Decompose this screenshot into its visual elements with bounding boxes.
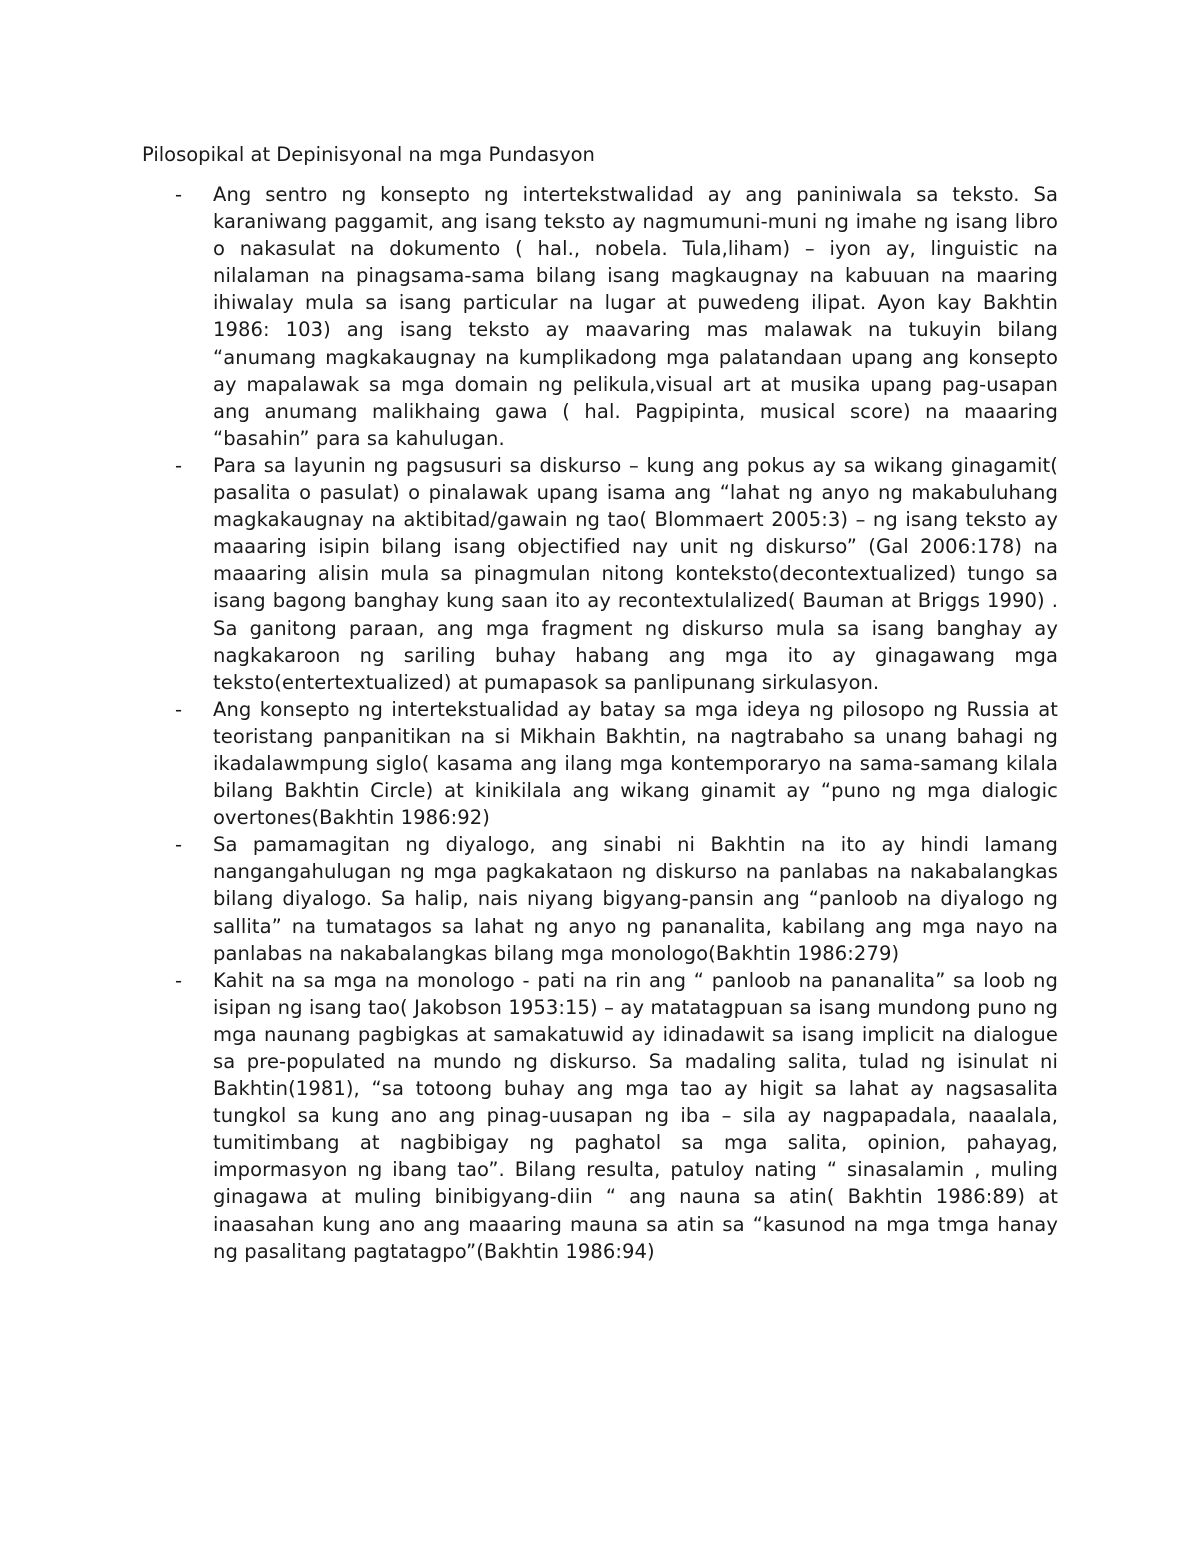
paragraph-text: Sa pamamagitan ng diyalogo, ang sinabi ni Bakhtin na ito ay hindi lamang nangangahulugan ng mga pagkakataon ng diskurso na panlabas na nakabalangkas bilang diyalogo. Sa halip, nais niyang bigyang-pansin ang “panloob na diyalogo ng sallita” na tumatagos sa lahat ng anyo ng pananalita, kabilang ang mga nayo na panlabas na nakabalangkas bilang mga monologo(Bakhtin 1986:279): [213, 833, 1058, 965]
bullet-dash: -: [175, 183, 183, 206]
list-item: [142, 831, 1058, 966]
document-title: Pilosopikal at Depinisyonal na mga Pundasyon: [142, 143, 595, 166]
bullet-dash: -: [175, 453, 183, 477]
bullet-dash: -: [175, 833, 183, 857]
list-item: [142, 181, 1058, 452]
paragraph-text: Para sa layunin ng pagsusuri sa diskurso – kung ang pokus ay sa wikang ginagamit( pasalita o pasulat) o pinalawak upang isama ang “lahat ng anyo ng makabuluhang magkakaugnay na aktibitad/gawain ng tao( Blommaert 2005:3) – ng isang teksto ay maaaring isipin bilang isang objectified nay unit ng diskurso” (Gal 2006:178) na maaaring alisin mula sa pinagmulan nitong konteksto(decontextualized) tungo sa isang bagong banghay kung saan ito ay recontextulalized( Bauman at Briggs 1990) . Sa ganitong paraan, ang mga fragment ng diskurso mula sa isang banghay ay nagkakaroon ng sariling buhay habang ang mga ito ay ginagawang mga teksto(entertextualized) at pumapasok sa panlipunang sirkulasyon.: [213, 453, 1058, 694]
bullet-dash: -: [175, 968, 183, 992]
paragraph-text: Kahit na sa mga na monologo - pati na rin ang “ panloob na pananalita” sa loob ng isipan ng isang tao( Jakobson 1953:15) – ay matatagpuan sa isang mundong puno ng mga naunang pagbigkas at samakatuwid ay idinadawit sa isang implicit na dialogue sa pre-populated na mundo ng diskurso. Sa madaling salita, tulad ng isinulat ni Bakhtin(1981), “sa totoong buhay ang mga tao ay higit sa lahat ay nagsasalita tungkol sa kung ano ang pinag-uusapan ng iba – sila ay nagpapadala, naaalala, tumitimbang at nagbibigay ng paghatol sa mga salita, opinion, pahayag, impormasyon ng ibang tao”. Bilang resulta, patuloy nating “ sinasalamin , muling ginagawa at muling binibigyang-diin “ ang nauna sa atin( Bakhtin 1986:89) at inaasahan kung ano ang maaaring mauna sa atin sa “kasunod na mga tmga hanay ng pasalitang pagtatagpo”(Bakhtin 1986:94): [213, 968, 1058, 1263]
list-item: [142, 696, 1058, 831]
bullet-dash: -: [175, 697, 183, 721]
bullet-list: [142, 181, 1058, 1265]
list-item: [142, 452, 1058, 696]
list-item: [142, 967, 1058, 1265]
paragraph-text: Ang konsepto ng intertekstualidad ay batay sa mga ideya ng pilosopo ng Russia at teoristang panpanitikan na si Mikhain Bakhtin, na nagtrabaho sa unang bahagi ng ikadalawmpung siglo( kasama ang ilang mga kontemporaryo na sama-samang kilala bilang Bakhtin Circle) at kinikilala ang wikang ginamit ay “puno ng mga dialogic overtones(Bakhtin 1986:92): [213, 697, 1058, 830]
paragraph-text: Ang sentro ng konsepto ng intertekstwalidad ay ang paniniwala sa teksto. Sa karaniwang paggamit, ang isang teksto ay nagmumuni-muni ng imahe ng isang libro o nakasulat na dokumento ( hal., nobela. Tula,liham) – iyon ay, linguistic na nilalaman na pinagsama-sama bilang isang magkaugnay na kabuuan na maaring ihiwalay mula sa isang particular na lugar at puwedeng ilipat. Ayon kay Bakhtin 1986: 103) ang isang teksto ay maavaring mas malawak na tukuyin bilang “anumang magkakaugnay na kumplikadong mga palatandaan upang ang konsepto ay mapalawak sa mga domain ng pelikula,visual art at musika upang pag-usapan ang anumang malikhaing gawa ( hal. Pagpipinta, musical score) na maaaring “basahin” para sa kahulugan.: [213, 183, 1058, 450]
